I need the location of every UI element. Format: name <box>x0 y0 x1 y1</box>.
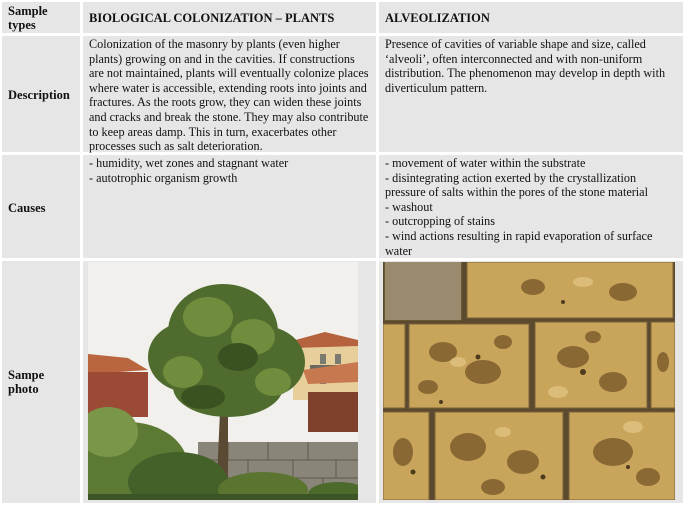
alveolization-sample-photo <box>383 262 675 500</box>
list-item: - washout <box>385 199 433 214</box>
row-label-description: Description <box>8 88 70 102</box>
description-alveolization-cell <box>379 36 683 152</box>
description-alveolization-text: Presence of cavities of variable shape and size, called ‘alveoli’, often interconnected and with non-uniform distribution. The phenomenon may develop in depth with diverticulum pattern. <box>385 37 666 95</box>
row-label-cell-description <box>2 36 80 152</box>
header-alveolization: ALVEOLIZATION <box>385 11 490 25</box>
row-label-causes: Causes <box>8 201 46 215</box>
row-label-photo: Sampe photo <box>8 368 45 396</box>
plants-sample-photo <box>88 262 358 500</box>
header-cell-biological-colonization <box>83 2 376 33</box>
list-item: - wind actions resulting in rapid evaporation of surface water <box>385 228 653 258</box>
row-label-cell-causes <box>2 155 80 258</box>
list-item: - movement of water within the substrate <box>385 156 586 170</box>
list-item: - autotrophic organism growth <box>89 170 238 185</box>
description-plants-text: Colonization of the masonry by plants (even higher plants) growing on and in the cavities. If constructions are not maintained, plants will eventually colonize places where water is accessible, extending roots into joints and fractures. As the roots grow, they can widen these joints and cracks and break the stone. They may also contribute to keep areas damp. This in turn, exacerbates other processes such as salt deterioration. <box>89 37 369 154</box>
list-item: - disintegrating action exerted by the crystallization pressure of salts within the pores of the stone material <box>385 170 648 200</box>
description-plants-cell <box>83 36 376 152</box>
list-item: - humidity, wet zones and stagnant water <box>89 156 289 170</box>
causes-alveolization-cell <box>379 155 683 258</box>
row-label-cell-photo <box>2 261 80 503</box>
header-cell-alveolization <box>379 2 683 33</box>
causes-plants-cell <box>83 155 376 258</box>
header-biological-colonization: BIOLOGICAL COLONIZATION – PLANTS <box>89 11 335 25</box>
header-cell-sample-types <box>2 2 80 33</box>
header-sample-types: Sample types <box>8 4 48 32</box>
list-item: - outcropping of stains <box>385 214 496 229</box>
